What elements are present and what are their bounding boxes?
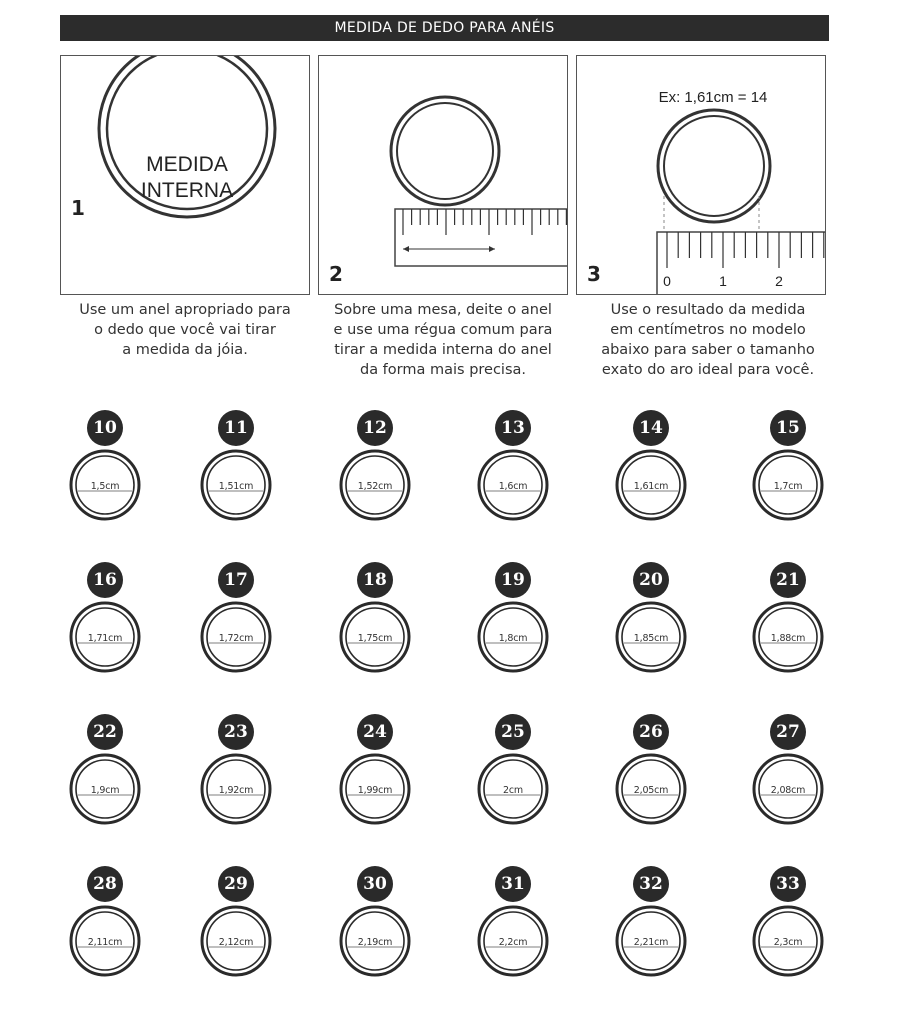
ruler-label-2: 2 [775,273,783,289]
step-number: 2 [329,262,343,286]
description-line: Sobre uma mesa, deite o anel [334,302,552,318]
ruler-label-1: 1 [719,273,727,289]
inner-diameter-label: 2,11cm [87,937,123,948]
size-number-badge: 12 [357,410,393,446]
ring-size-item [45,866,165,996]
ring-size-item [728,562,848,692]
page-title: MEDIDA DE DEDO PARA ANÉIS [60,15,829,41]
step-2-description [313,300,573,380]
ring-size-item [728,714,848,844]
size-number-badge: 14 [633,410,669,446]
ring-size-item [453,410,573,540]
size-number-badge: 24 [357,714,393,750]
step-3-panel [576,55,826,295]
description-line: tirar a medida interna do anel [334,342,552,358]
inner-diameter-label: 1,9cm [90,785,120,796]
size-number-badge: 33 [770,866,806,902]
ring-size-item [728,866,848,996]
size-number-badge: 32 [633,866,669,902]
ring-size-item [176,714,296,844]
ring-size-item [453,714,573,844]
ruler-label-0: 0 [663,273,671,289]
inner-diameter-label: 1,72cm [218,633,254,644]
inner-diameter-label: 1,92cm [218,785,254,796]
example-text: Ex: 1,61cm = 14 [658,89,768,106]
description-line: e use uma régua comum para [333,322,553,338]
size-number-badge: 30 [357,866,393,902]
size-number-badge: 20 [633,562,669,598]
description-line: exato do aro ideal para você. [601,362,815,378]
step-2-panel [318,55,568,295]
ring-size-item [45,410,165,540]
size-number-badge: 29 [218,866,254,902]
ring-size-item [591,714,711,844]
inner-diameter-label: 1,75cm [357,633,393,644]
size-number-badge: 16 [87,562,123,598]
description-line: em centímetros no modelo [610,322,806,338]
description-line: da forma mais precisa. [359,362,527,378]
ring-size-item [315,410,435,540]
inner-diameter-label: 1,5cm [90,481,120,492]
inner-diameter-label: 2,19cm [357,937,393,948]
inner-diameter-label: 2,21cm [633,937,669,948]
inner-diameter-label: 1,71cm [87,633,123,644]
step-3-description [578,300,838,380]
inner-diameter-label: 1,8cm [498,633,528,644]
ring-size-item [315,714,435,844]
size-number-badge: 11 [218,410,254,446]
inner-diameter-label: 1,7cm [773,481,803,492]
inner-diameter-label: 2,12cm [218,937,254,948]
ring-on-ruler-illustration [319,56,568,295]
ring-size-item [591,866,711,996]
inner-diameter-label: 2cm [503,785,523,796]
size-number-badge: 25 [495,714,531,750]
ring-size-item [176,562,296,692]
description-line: o dedo que você vai tirar [94,322,276,338]
ring-measure-example-illustration [577,56,826,295]
ring-size-item [591,562,711,692]
inner-diameter-label: 2,05cm [633,785,669,796]
ring-size-item [728,410,848,540]
inner-diameter-label: 1,52cm [357,481,393,492]
description-line: Use um anel apropriado para [79,302,291,318]
ring-size-item [591,410,711,540]
inner-diameter-label: 1,51cm [218,481,254,492]
size-number-badge: 13 [495,410,531,446]
inner-diameter-label: 2,3cm [773,937,803,948]
size-number-badge: 31 [495,866,531,902]
size-number-badge: 19 [495,562,531,598]
ring-size-item [176,410,296,540]
size-number-badge: 23 [218,714,254,750]
inner-diameter-label: 2,2cm [498,937,528,948]
size-number-badge: 27 [770,714,806,750]
ring-illustration [61,56,310,295]
size-number-badge: 10 [87,410,123,446]
inner-diameter-label: 1,85cm [633,633,669,644]
step-1-panel [60,55,310,295]
inner-diameter-label: 1,61cm [633,481,669,492]
size-number-badge: 28 [87,866,123,902]
description-line: a medida da jóia. [122,342,248,358]
ring-size-item [453,562,573,692]
ring-text-line-2: INTERNA [140,179,234,202]
size-number-badge: 18 [357,562,393,598]
size-number-badge: 15 [770,410,806,446]
size-number-badge: 21 [770,562,806,598]
ring-size-item [453,866,573,996]
step-number: 1 [71,196,85,220]
description-line: abaixo para saber o tamanho [601,342,815,358]
ring-size-item [315,562,435,692]
step-1-description [55,300,315,360]
inner-diameter-label: 1,6cm [498,481,528,492]
inner-diameter-label: 2,08cm [770,785,806,796]
ring-size-item [315,866,435,996]
ring-size-item [45,714,165,844]
size-number-badge: 26 [633,714,669,750]
step-number: 3 [587,262,601,286]
inner-diameter-label: 1,99cm [357,785,393,796]
size-number-badge: 17 [218,562,254,598]
inner-diameter-label: 1,88cm [770,633,806,644]
ring-size-item [176,866,296,996]
description-line: Use o resultado da medida [610,302,806,318]
size-number-badge: 22 [87,714,123,750]
ring-size-item [45,562,165,692]
ring-text-line-1: MEDIDA [146,153,228,176]
